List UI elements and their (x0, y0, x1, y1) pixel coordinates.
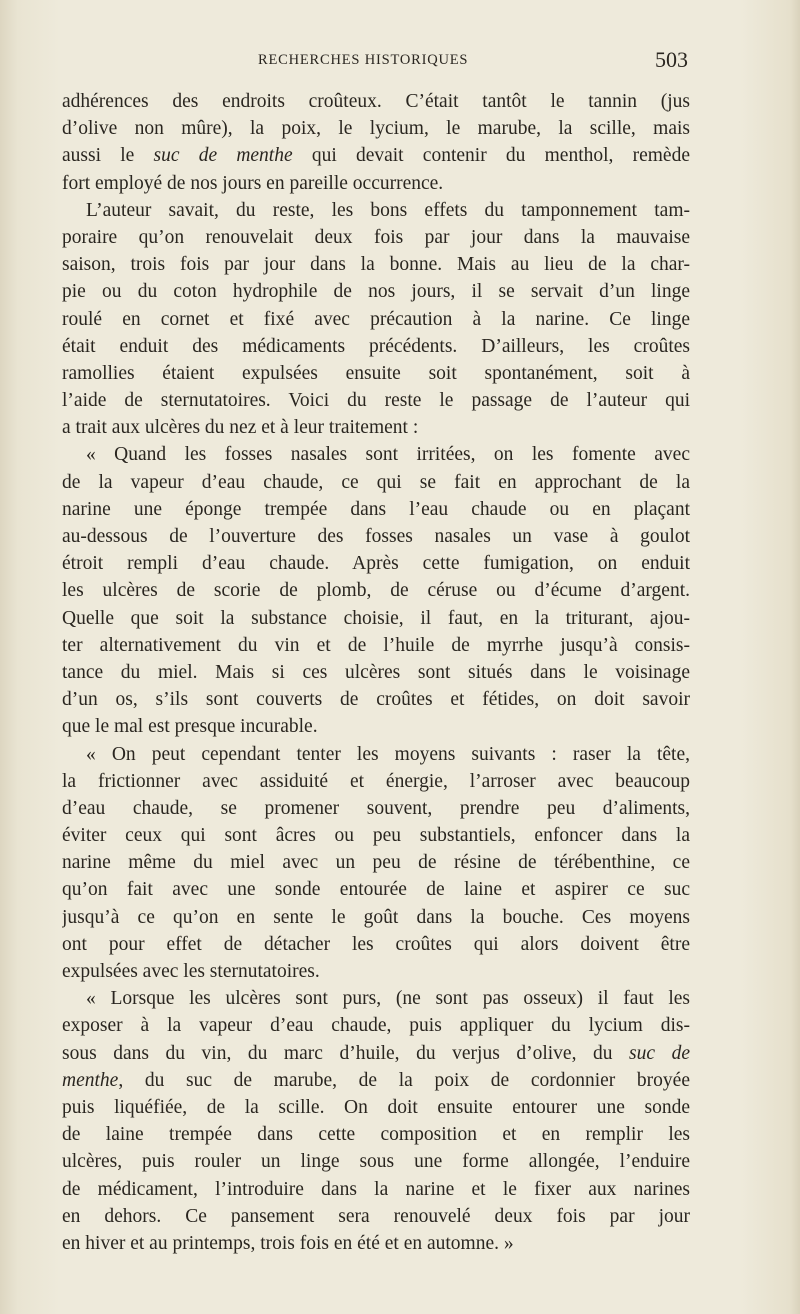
text-line: fort employé de nos jours en pareille occurrence. (62, 172, 444, 194)
text-line: exposer à la vapeur d’eau chaude, puis appliquer du lycium dis- (62, 1015, 690, 1037)
text-line: tance du miel. Mais si ces ulcères sont situés dans le voisinage (62, 661, 690, 683)
text-line: menthe, du suc de marube, de la poix de cordonnier broyée (62, 1069, 690, 1091)
text-line: était enduit des médicaments précédents. D’ailleurs, les croûtes (62, 335, 690, 357)
text-line: la frictionner avec assiduité et énergie, l’arroser avec beaucoup (62, 770, 690, 792)
text-line: jusqu’à ce qu’on en sente le goût dans la bouche. Ces moyens (62, 906, 690, 928)
body-text (62, 88, 690, 1257)
text-line: a trait aux ulcères du nez et à leur traitement : (62, 417, 419, 439)
text-line: roulé en cornet et fixé avec précaution à la narine. Ce linge (62, 308, 690, 330)
page-number: 503 (655, 47, 688, 72)
text-line: de laine trempée dans cette composition et en remplir les (62, 1124, 690, 1146)
text-line: d’un os, s’ils sont couverts de croûtes et fétides, on doit savoir (62, 689, 690, 711)
italic-term: menthe (62, 1069, 119, 1091)
text-line: adhérences des endroits croûteux. C’était tantôt le tannin (jus (62, 91, 690, 112)
text-line: au-dessous de l’ouverture des fosses nasales un vase à goulot (62, 526, 690, 547)
italic-term: suc de menthe (153, 145, 293, 167)
text-line: ter alternativement du vin et de l’huile de myrrhe jusqu’à consis- (62, 634, 690, 656)
text-line: pie ou du coton hydrophile de nos jours, il se servait d’un linge (62, 281, 690, 303)
text-line: narine une éponge trempée dans l’eau chaude ou en plaçant (62, 498, 690, 520)
text-line: qu’on fait avec une sonde entourée de laine et aspirer ce suc (62, 879, 690, 901)
text-line: « On peut cependant tenter les moyens suivants : raser la tête, (86, 743, 690, 765)
text-line: expulsées avec les sternutatoires. (62, 961, 320, 982)
text-line: sous dans du vin, du marc d’huile, du verjus d’olive, du suc de (62, 1042, 690, 1064)
text-line: éviter ceux qui sont âcres ou peu substantiels, enfoncer dans la (62, 825, 690, 847)
text-line: « Lorsque les ulcères sont purs, (ne sont pas osseux) il faut les (86, 988, 690, 1010)
text-line: poraire qu’on renouvelait deux fois par jour dans la mauvaise (62, 226, 690, 248)
text-line: ramollies étaient expulsées ensuite soit spontanément, soit à (62, 362, 690, 384)
text-line: « Quand les fosses nasales sont irritées, on les fomente avec (86, 444, 690, 466)
text-line: puis liquéfiée, de la scille. On doit ensuite entourer une sonde (62, 1096, 690, 1118)
text-line: Quelle que soit la substance choisie, il faut, en la triturant, ajou- (62, 607, 690, 629)
text-line: aussi le suc de menthe qui devait contenir du menthol, remède (62, 145, 690, 167)
text-line: l’aide de sternutatoires. Voici du reste le passage de l’auteur qui (62, 390, 690, 412)
text-line: en dehors. Ce pansement sera renouvelé deux fois par jour (62, 1205, 690, 1227)
text-line: en hiver et au printemps, trois fois en été et en automne. » (62, 1232, 514, 1254)
text-line: de médicament, l’introduire dans la narine et le fixer aux narines (62, 1178, 690, 1200)
page-header (0, 47, 800, 74)
running-head: RECHERCHES HISTORIQUES (258, 52, 469, 68)
text-line: les ulcères de scorie de plomb, de céruse ou d’écume d’argent. (62, 580, 690, 602)
text-line: narine même du miel avec un peu de résine de térébenthine, ce (62, 852, 690, 874)
text-line: ulcères, puis rouler un linge sous une forme allongée, l’enduire (62, 1151, 690, 1173)
text-line: d’eau chaude, se promener souvent, prendre peu d’aliments, (62, 797, 690, 819)
text-line: L’auteur savait, du reste, les bons effets du tamponnement tam- (86, 199, 690, 221)
text-line: étroit rempli d’eau chaude. Après cette fumigation, on enduit (62, 553, 690, 575)
text-line: saison, trois fois par jour dans la bonne. Mais au lieu de la char- (62, 254, 690, 276)
text-line: d’olive non mûre), la poix, le lycium, le marube, la scille, mais (62, 118, 690, 140)
text-line: que le mal est presque incurable. (62, 716, 318, 738)
text-line: de la vapeur d’eau chaude, ce qui se fait en approchant de la (62, 471, 690, 493)
text-line: ont pour effet de détacher les croûtes qui alors doivent être (62, 933, 690, 955)
